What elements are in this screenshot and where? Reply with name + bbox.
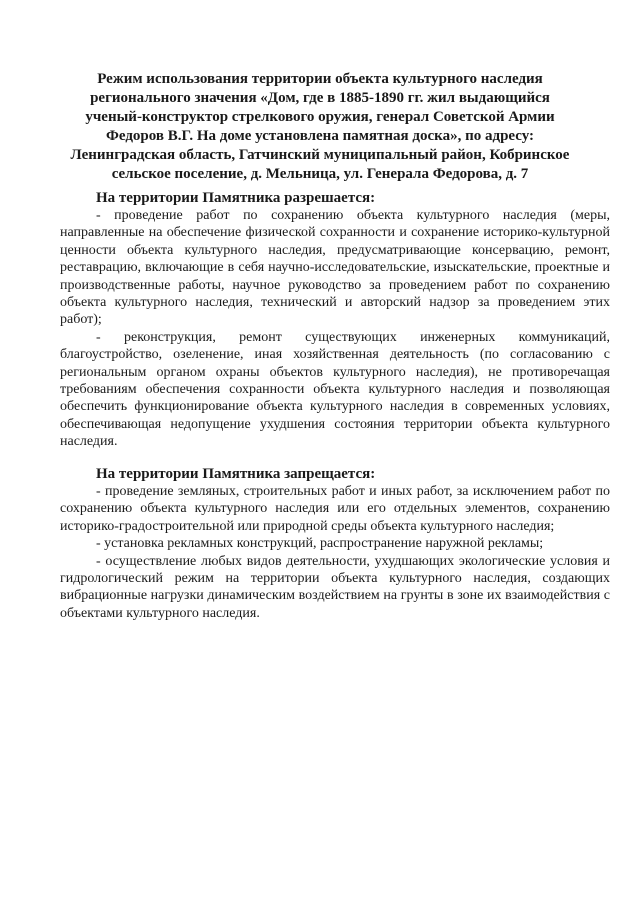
- forbidden-heading: На территории Памятника запрещается:: [96, 466, 376, 482]
- allowed-item: - реконструкция, ремонт существующих инженерных коммуникаций, благоустройство, озеленение, иная хозяйственная деятельность (по согласованию с региональным органом охраны объектов культурного наследия), не противоречащая требованиям обеспечения сохранности объекта культурного наследия и позволяющая обеспечить функционирование объекта культурного наследия в современных условиях, обеспечивающая недопущение ухудшения состояния территории объекта культурного наследия.: [60, 329, 610, 450]
- document-title: Режим использования территории объекта культурного наследия регионального значения «Дом, где в 1885-1890 гг. жил выдающийся ученый-конструктор стрелкового оружия, генерал Советской Армии Федоров В.Г. На доме установлена памятная доска», по адресу: Ленинградская область, Гатчинский муниципальный район, Кобринское сельское поселение, д. Мельница, ул. Генерала Федорова, д. 7: [70, 71, 570, 182]
- allowed-item: - проведение работ по сохранению объекта культурного наследия (меры, направленные на обеспечение физической сохранности и сохранение историко-культурной ценности объекта культурного наследия, предусматривающие консервацию, ремонт, реставрацию, включающие в себя научно-исследовательские, изыскательские, проектные и производственные работы, научное руководство за проведением работ по сохранению объекта культурного наследия, технический и авторский надзор за проведением этих работ);: [60, 208, 610, 328]
- forbidden-item: - установка рекламных конструкций, распространение наружной рекламы;: [96, 536, 544, 552]
- allowed-section: [60, 190, 610, 451]
- forbidden-item: - осуществление любых видов деятельности, ухудшающих экологические условия и гидрологический режим на территории объекта культурного наследия, создающих вибрационные нагрузки динамическим воздействием на грунты в зоне их взаимодействия с объектами культурного наследия.: [60, 553, 610, 621]
- allowed-heading: На территории Памятника разрешается:: [96, 190, 376, 206]
- forbidden-item: - проведение земляных, строительных работ и иных работ, за исключением работ по сохранению объекта культурного наследия или его отдельных элементов, сохранению историко-градостроительной или природной среды объекта культурного наследия;: [60, 484, 610, 534]
- forbidden-section: [60, 466, 610, 622]
